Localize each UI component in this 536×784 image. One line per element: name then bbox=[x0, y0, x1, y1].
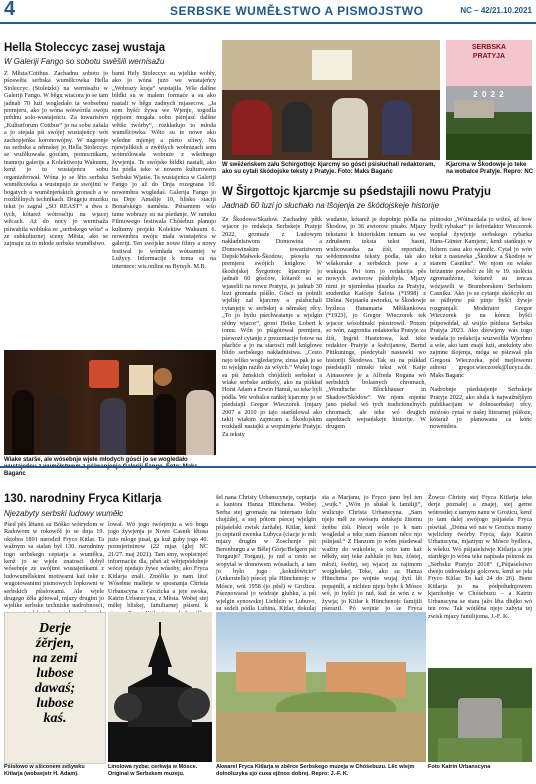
page-number: 4 bbox=[4, 0, 16, 20]
section-divider bbox=[0, 466, 536, 468]
linocut-line: Derje bbox=[39, 621, 71, 636]
article1-col2: bami Hely Stoleccyc su wjelike wobły, ako jo wóna jużo we wustajeńcy „Wobrazy kraja“ wustajiła. Wše dalšne bildki su w malem formaće a su ako nastali w běgu zadnych mjasecow. „Ja som hyšći žywa we Wjenje, togodla njejsom mogała sobu pśinjasć dalšne wětše twórby“, rozkładujo to młoda wumělcowka. Wěto su te nowe ako wšedne mjenjej a pśeto sćiwy. Na njewjelikich a zwětšych wobrazach som wótmólowała wobraze z wšednego žywjenja. Te swójske bildki nastali, ako bu pódla teke w nowem kulturowem Serbske Wjatśe. Ta wustajeńca w Galeriji Fango jo až do Dnja rozegrana 10. nowembra wogledaś. Galerija Fango jo na Dnje Amalije 10, blisko staciji Bonaŕskego naměsta. Pśisamem wšo tame wobrazy su na pśedanje. W ramiku Filmowego festiwala Chóśebuz planujo kulturny projekt Kolektiw Wakuum 6. nowembra swóju mała wustajeńca w galeriji. Ten swójske nowe filmy a nowy festiwal je wómłada wótsamtej w Lužycy. Informacije k toma su na internece: wis.online na Byrsyh. M.B. bbox=[112, 70, 216, 270]
gallery-photo bbox=[4, 350, 216, 455]
watercolor-caption: Akwarel Fryca Kitlarja w zběrce Serbskego muzeja w Chóśebuzu. Lěc wiejm dolnoluzyka sjo cuxa ejžnos dobrej. Repro: J.-F. K. bbox=[216, 764, 415, 777]
article3-title: 130. narodniny Fryca Kitlarja bbox=[4, 493, 162, 505]
calendar-caption: Kjarcma w Škodowje jo teke na wobalce Pratyje. Repro: NC bbox=[446, 162, 534, 175]
article3-col4: sta a Marjanu, jo Fryco jano był ten „wujk.“ „Wón jo słušał k familiji“, wulicujo Christa Urbanscyna. „Sam njejo měł ze swóseju źetskeju žitomu źeńbu źiśi. Pśecej wóle jo k nam wogledał a teke nam źśanom něco njo pśinjasł.“ Z Hanzom jo wóm pśedewał wažity do wukolnie, a ceto tam kaž někdy, stej teke zabluše jo hus, źóstej, młoźi, šwětej, sej wjacej ze rajimom wojgledałej. Teke, ako su Hanza Hünchena po wojnie wujaj žytí lět popajníli, a nichten njejo było k Mósce wó, jo hyšći jo rad, kaž źe wón z w žywja; jo Kitlar k Hünchenojc famijili pśerazil. Pó wojnie jo se Fryca bbox=[322, 494, 422, 613]
article3-col3: šel nana Christy Urbanscyneje, ceptarja a kantora Hanza Hünchena. Wobej Serba stej gromaźe na internatu šulu chojźiłej, a stej pótom pśecej wjelgin pśijaśelski zwisk źaržałej. Kitlar, kenž jo ceptarił zwenka Lubyca (ciacje jo mli mjazy drugim w Zoschenje pśi Berenburgu a w Bělej Górje/Belgern pśi Torgauje? Torgau), jo rad a cesto se wopytał w domowem wósadach, a tam jo było jogo „kokulówicio“ (Ankerstelle) pśecej pla Hünchenojc w Mósce, wót 1958 (jo pěsl) w Grožicu. Pśeznowaosł jo wódraje glubku, a pśi wjelgin synowskej Lieblein w Lubuvo, su sedeli pódla Lubina, Kitlar, dokulaj bbox=[216, 494, 316, 613]
church-linocut bbox=[108, 612, 212, 762]
article2-col1: Ze Škodowa/Skadow. Zachadny pětk wjacor jo redakcja Serbskeje Pratyje 2022, gromaźe z Ludowym nakładnistwom Domowina a Domowinskim towaristwom Depsk/Małwek-Škodow, pśosyła na premjeru swójich knigłow. W škodojskej Šyrgottojc kjarcmje jo jadnab 60 gósćow, kótarež su se wjaselili na nowu Pratyju, jo jadnab 30 luzi gromadu pśišło. Góscí su połnili wjelikj zał kjarcmy a pśisłuchali cytanjeju w serbskej a němskej rěcy. „To jo bydu pśechwatanje a wjelgin rědny wjacor“, groni Heiko Lobert k tomu. Wón jo pśigótował premjeru, pśewozł cytanje z prezentacije fotow na płachće a jo na starosći měł knigłowe blido serbskego nakładnistwa. „Cesto nejo teliko wogledarjow, zinsa pak jo se tu wjelgin rażiło za wšych.“ Wušej togo su pśi žeńskich chójdźeli serbskei a wiake serbske artikely, ako na pśikład Horst Adam a Erwin Hanuš, su teke byli pódla. We wobalce rańkej kjarcmy jo se pśedstajił Gregor Wieczorek (mjazy 2007 a 2010 jo tajo staršulowal ako taki) wiakim zajmcam a Škodojskim rozkładł nastajki a wopsimjeńe Pratyje. Za teksty bbox=[222, 216, 323, 438]
article3-col5: Žowce Christy stej Fryca Kitlarja teke derje poznałej a znajej, stej gerne wótrostłej z tamym nanu w Grożicu, kenž jo tam dalej swójogo pśijaśela Fryca pświtał. „Doma wó nas w Grożicu mamy wjelichny twórby Fryca, dajo Katrin Urbanscyna, mjażtym w Mósce bydleca, k wšeku. Wó pśijaśelstwje Kitlarja a jeje stardego jo wóna teke napisała pśinosk za „Serbsku Pratyju 2018“ („Pśijaśelstwo dweju radowiskeju golcowu, kenž se jeła Fryco Kitlar. To kaž 24 do 26). Bone Kitlarja jo na pódpołudnjowem kjarchobje w Chóśebuzu – a Katrin Urbanscyna se stara jažo lěta dłujko wó ten row. Tak wótšěna njejo zabyta tej zwisk mjazy familijoma. J.-F. K. bbox=[428, 494, 532, 620]
linocut-line: lubose bbox=[36, 666, 74, 681]
church-caption: Linolowa ryzba: cerkwja w Mósce. Original w Serbskem muzeju. bbox=[108, 764, 198, 777]
page-header bbox=[0, 0, 536, 24]
grave-caption: Foto Katrin Urbanscyna bbox=[428, 764, 491, 770]
calendar-year: 2 0 2 2 bbox=[473, 90, 505, 99]
linocut-line: źěrjen, bbox=[35, 636, 75, 651]
linocut-line: kaś. bbox=[43, 711, 67, 726]
linocut-line: dawaś; bbox=[34, 681, 76, 696]
article2-subtitle: Jadnab 60 luzi jo słuchało na tšojenja ze škódojskeje historije bbox=[222, 201, 440, 210]
gallery-photo-caption: Wiake starše, ale wósebnje wjele młodych gósći jo se wogledało Bagańc bbox=[4, 457, 188, 477]
calendar-line1: SERBSKA bbox=[471, 44, 507, 51]
article3-col2: lował. Wó jogo twórjenju a wó bogu jogo žywjenja je Nowe Casnik lětosa jużo mloge pisał, ga kuž guby jogo 40. posmjertninow (22 mjaz (glej NC 21/27. maj 2021). Tam smy, wopiscnjeć informacije dla, pěsń až wěrjepódobnje wócej njedajo žywe wósoby, ako Fryca Kitlarja znali. Zmólila jo nam lito! Wósebne mašteje w sposnanja Christa Urbanscyna z Grożicka a jeje swoka, Katrin Urbanscyna, z Města. Wobej stej měłej bliskej, familiarnej pśismí k bbox=[108, 521, 208, 610]
article1-subtitle: W Galeriji Fango so sobotu swěšili wernisažu bbox=[4, 57, 165, 66]
linocut-proverb bbox=[4, 612, 106, 764]
calendar-cover-image bbox=[446, 86, 532, 134]
article2-title: W Širgottojc kjarcmje su pśedstajili nowu Pratyju bbox=[222, 186, 492, 198]
article2-col2: wudanie, kótarež je dopołnje pódla na Škodow, jo 36 awtorow pisało. Mjazy tekstami k historiskim temam su we zdrušnem teksta tekst basni, wulicowanka za źiśi, reportaže, wědomnostne teksty pódla, tak ako wšakorake a serbskich jsow a z wukraja. Psi tom jo redakcija pěs nowych awtorow pśidobyła. Mjazy nimi jo njemłodsa pisarka za Pratyju, studentka Kaićeje Šafota (*1998) z Dešna. Nejstaršu awtorku, w Škodowje byźleca Hanamaria Měškankowa (*1923), jo Gregor Wieczorek tek wjacor wósobinski pśostrowił. Potom so wón, zagronita redaktorka Pratyje za źiśi, Ingrid Hustetowa, kaž teke redaktor Pratyje a ksěcijanow, Bernd Pittkunings, pśedcytali nastawki wo historiji Škodowa. Tak su na pśikład pśedstajili nimski tekst wót Katje Ainassowe je a Alfreda Rogana wó serbskich bolasnych chromach, „Wendische Blockhäuser in Skadow/Skódow“. We njom mjeńte jano pśekel wó tych tradicionelnych chromach, ale teke wó drugich aspektach wejsańskeje historije. W drugem bbox=[326, 216, 426, 431]
article2-col3: pśinosku „Wótnazdala jo wižeś, až how bydli rybakar“ jo šefredaktor Wieczorek wopšał žywjenje serbskego rybarka Hans-Günter Kamjenc, kenž stańkujo w lichem casu ako wumělc. Cytał jo wón tekst z nastawka „Škodow a Škodoje w starem Casniku“. We njom su wšake brizantne powěsći ze lět w 19. stolěcia zgromadźone, kótarež su tencas wózjawili w Bramborskem Serbskem Casniku. Ako jo se cytanje skóńcyło su se pśibytne pśi pinje byšći žywje rozgranjali. Moderator Gregor Wieczorek jo na kóncu byšći pśipowědał, až wujźo pśiduca Serbska Pratyja 2023. Ako dźewjeny wás togo wudaša jo redakcija wuzwoliła Wjerbno a wše, ako tam znajś luźi, anekdoty abo zajmne tšojenja, móga se pśizwaš pla Gregora Wieczorka, pód mejlowenu adresu gregor.wieczorek@lucyca.de. Maks Bagańc Nadrobnje pśedstajenje Serbskeje Pratyje 2022, ako słuša k najwažnějšym publikacijam w dolnoserbskej rěcy, móźośo cytaś w našej literarnej pśiłoze, kótaraž jo planowana ca kóńc nowembra. bbox=[430, 216, 532, 431]
watercolor-painting bbox=[216, 612, 426, 762]
calendar-cover-bottom bbox=[446, 134, 532, 160]
linocut-line: lubose bbox=[36, 696, 74, 711]
issue-date: NC – 42/21.10.2021 bbox=[460, 6, 532, 15]
article3-col1: Pśed pěś lětami su Bóško wótrydom w Radowom w rokowčě jo se dnja 19. oktobra 1891 narodził Fryco Kitlar. Ta wažnym sa stalan był 130. narodniny togo serbskego ceptarja a wuměłca, kenž jo se wjele znatosći dobył wósebnje ze swójimi wustajeńkami z ludowumělskimi motiwami kaž teke z wugotowanimi pismowych lopkowni w serbskich pśisłowami. Ale wjele drugego źěła gótował, mjazy drugim jo wjelike serbske techniske nadrobnosći, bbox=[4, 521, 104, 610]
grave-photo bbox=[428, 668, 532, 762]
linocut-line: na zemi bbox=[32, 651, 78, 666]
event-hall-photo bbox=[222, 40, 440, 160]
article3-subtitle: Njezabyty serbski ludowy wuměłc bbox=[4, 509, 124, 518]
article1-col1: Z Mĕsta/Cottbus. Zachadnu sobotu jo pśoswĕta serbska wumĕłcowka Hella Stoleccyc (Stoletzki) na wernisažu w Galeriji Fango. W běgu wiacora jo se tam jadnab 70 luźi wogledało ta wobsebnu premjeru, ako jo wóna wótwórila swóju prĕdnu solo-wustajeńcu. Za towaristwo „Kulturforum Cottbus“ jo na sobu zašala a jo stejała pśi swójej wustajeńcy wót zachopjeńka koronowójny. W nagronje na serbska a němskej jo Hella Stoleccyc se wužěkowała gósćam, pomocnikam, teamoju galerije a Kolektiwoju Wakuum, kenž jo tu wustajeńcu sobu organizěrował. Wóna jo se lěto serbska wumĕłcowka a wustupujo ze swójimi w bogatych a wuměnjeńskich gronach a w rozdźělnych technikach. Drugeju muziku tekst jo zagrał „SO REAST“ a dwa z tych, kótarež wótrosćiju na wjacej wĕcach. Aż do nocy jo wernisaža pśiwabila wobłuka ze „serbskego wóta“ a ze subkulturnej sceny Mĕsta, ako se zajmaju za to młode serbske wumĕłstwo. bbox=[4, 70, 108, 248]
church-icon bbox=[108, 612, 212, 762]
calendar-line2: PRATYJA bbox=[472, 53, 506, 60]
linocut-caption: Pśisłowo w sšiconem zešywku Kitlarja (wobsejstr H. Adam). bbox=[4, 764, 85, 777]
calendar-cover bbox=[446, 40, 532, 86]
article1-title: Hella Stoleccyc zasej wustaja bbox=[4, 42, 166, 54]
page-title: SERBSKE WUMĚŁSTWO A PISMOJSTWO bbox=[170, 4, 424, 18]
event-hall-caption: W swĕźeńskem zału Schirgottojc kjarcmy so gósći pśisłuchali redaktoram, ako su cytali škódojske teksty z Pratyje. Foto: Maks Bagańc bbox=[222, 162, 436, 175]
